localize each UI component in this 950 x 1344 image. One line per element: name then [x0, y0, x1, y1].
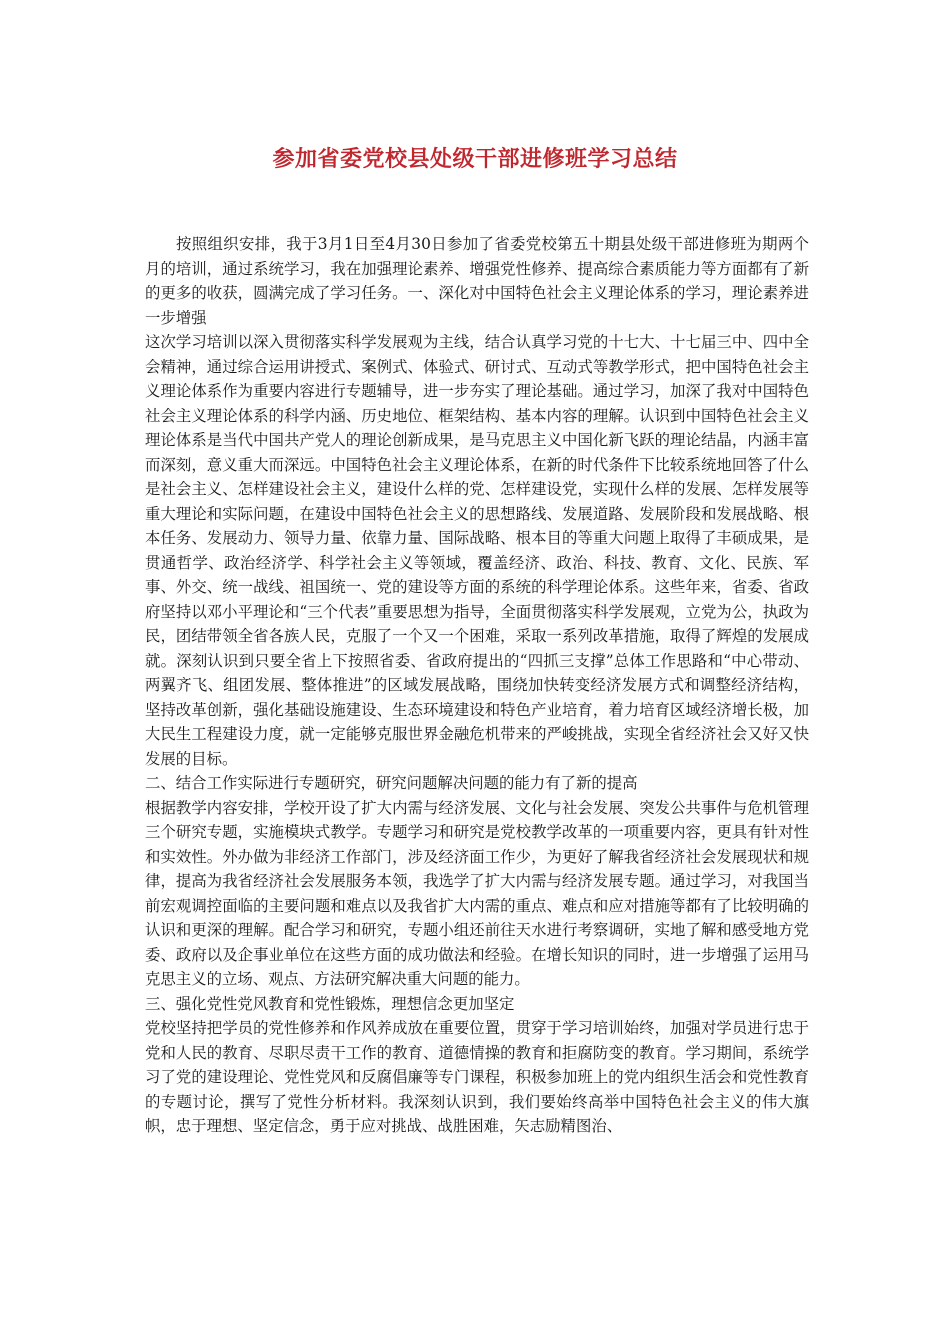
section-heading-2: 二、结合工作实际进行专题研究，研究问题解决问题的能力有了新的提高	[145, 774, 638, 792]
paragraph-section-3-body: 党校坚持把学员的党性修养和作风养成放在重要位置，贯穿于学习培训始终，加强对学员进行忠于党和人民的教育、尽职尽责干工作的教育、道德情操的教育和拒腐防变的教育。学习期间，系统学习了党的建设理论、党性党风和反腐倡廉等专门课程，积极参加班上的党内组织生活会和党性教育的专题讨论，撰写了党性分析材料。我深刻认识到，我们要始终高举中国特色社会主义的伟大旗帜，忠于理想、坚定信念，勇于应对挑战、战胜困难，矢志励精图治、	[145, 1019, 809, 1135]
paragraph-section-2-body: 根据教学内容安排，学校开设了扩大内需与经济发展、文化与社会发展、突发公共事件与危机管理三个研究专题，实施模块式教学。专题学习和研究是党校教学改革的一项重要内容，更具有针对性和实效性。外办做为非经济工作部门，涉及经济面工作少，为更好了解我省经济社会发展现状和规律，提高为我省经济社会发展服务本领，我选学了扩大内需与经济发展专题。通过学习，对我国当前宏观调控面临的主要问题和难点以及我省扩大内需的重点、难点和应对措施等都有了比较明确的认识和更深的理解。配合学习和研究，专题小组还前往天水进行考察调研，实地了解和感受地方党委、政府以及企事业单位在这些方面的成功做法和经验。在增长知识的同时，进一步增强了运用马克思主义的立场、观点、方法研究解决重大问题的能力。	[145, 798, 809, 988]
section-heading-3: 三、强化党性党风教育和党性锻炼，理想信念更加坚定	[145, 994, 515, 1013]
paragraph-intro: 按照组织安排，我于3月1日至4月30日参加了省委党校第五十期县处级干部进修班为期两个月的培训，通过系统学习，我在加强理论素养、增强党性修养、提高综合素质能力等方面都有了新的更多的收获，圆满完成了学习任务。一、深化对中国特色社会主义理论体系的学习，理论素养进一步增强	[145, 235, 809, 327]
paragraph-section-1-body: 这次学习培训以深入贯彻落实科学发展观为主线，结合认真学习党的十七大、十七届三中、四中全会精神，通过综合运用讲授式、案例式、体验式、研讨式、互动式等教学形式，把中国特色社会主义理论体系作为重要内容进行专题辅导，进一步夯实了理论基础。通过学习，加深了我对中国特色社会主义理论体系的科学内涵、历史地位、框架结构、基本内容的理解。认识到中国特色社会主义理论体系是当代中国共产党人的理论创新成果，是马克思主义中国化新飞跃的理论结晶，内涵丰富而深刻，意义重大而深远。中国特色社会主义理论体系，在新的时代条件下比较系统地回答了什么是社会主义、怎样建设社会主义，建设什么样的党、怎样建设党，实现什么样的发展、怎样发展等重大理论和实际问题，在建设中国特色社会主义的思想路线、发展道路、发展阶段和发展战略、根本任务、发展动力、领导力量、依靠力量、国际战略、根本目的等重大问题上取得了丰硕成果，是贯通哲学、政治经济学、科学社会主义等领域，覆盖经济、政治、科技、教育、文化、民族、军事、外交、统一战线、祖国统一、党的建设等方面的系统的科学理论体系。这些年来，省委、省政府坚持以邓小平理论和“三个代表”重要思想为指导，全面贯彻落实科学发展观，立党为公，执政为民，团结带领全省各族人民，克服了一个又一个困难，采取一系列改革措施，取得了辉煌的发展成就。深刻认识到只要全省上下按照省委、省政府提出的“四抓三支撑”总体工作思路和“中心带动、两翼齐飞、组团发展、整体推进”的区域发展战略，围绕加快转变经济发展方式和调整经济结构，坚持改革创新，强化基础设施建设、生态环境建设和特色产业培育，着力培育区域经济增长极，加大民生工程建设力度，就一定能够克服世界金融危机带来的严峻挑战，实现全省经济社会又好又快发展的目标。	[145, 333, 809, 768]
document-body	[145, 232, 809, 1139]
document-title: 参加省委党校县处级干部进修班学习总结	[272, 147, 678, 172]
